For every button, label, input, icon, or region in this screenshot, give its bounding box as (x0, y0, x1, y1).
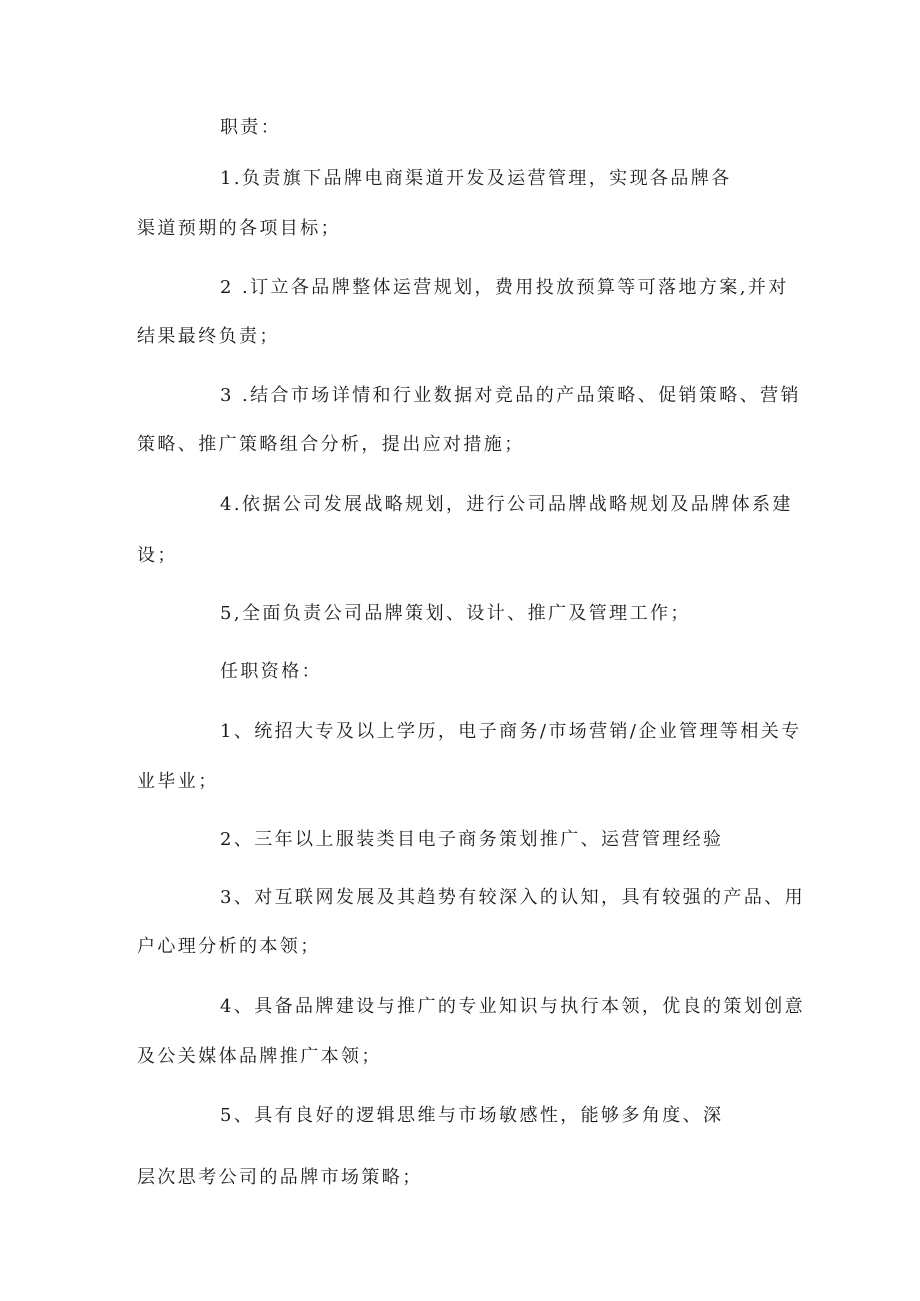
qualification-4-line-1: 4、具备品牌建设与推广的专业知识与执行本领，优良的策划创意 (220, 996, 806, 1017)
duty-5: 5,全面负责公司品牌策划、设计、推广及管理工作； (220, 603, 691, 624)
duty-4-line-2: 设； (137, 545, 178, 566)
qualification-5-line-1: 5、具有良好的逻辑思维与市场敏感性，能够多角度、深 (220, 1105, 724, 1126)
qualification-1-line-1: 1、统招大专及以上学历，电子商务/市场营销/企业管理等相关专 (220, 721, 802, 742)
duty-2-line-1: 2 .订立各品牌整体运营规划，费用投放预算等可落地方案,并对 (220, 277, 789, 298)
qualification-3-line-2: 户心理分析的本领； (137, 936, 321, 957)
duty-3-line-1: 3 .结合市场详情和行业数据对竞品的产品策略、促销策略、营销 (220, 385, 801, 406)
qualification-1-line-2: 业毕业； (137, 771, 219, 792)
section-heading-qualifications: 任职资格： (220, 661, 322, 682)
qualification-5-line-2: 层次思考公司的品牌市场策略； (137, 1167, 423, 1188)
section-heading-duties: 职责： (220, 117, 282, 138)
qualification-2: 2、三年以上服装类目电子商务策划推广、运营管理经验 (220, 829, 724, 850)
duty-4-line-1: 4.依据公司发展战略规划，进行公司品牌战略规划及品牌体系建 (220, 494, 793, 515)
qualification-3-line-1: 3、对互联网发展及其趋势有较深入的认知，具有较强的产品、用 (220, 887, 806, 908)
duty-1-line-2: 渠道预期的各项目标； (137, 218, 341, 239)
duty-2-line-2: 结果最终负责； (137, 326, 280, 347)
duty-3-line-2: 策略、推广策略组合分析，提出应对措施； (137, 434, 525, 455)
duty-1-line-1: 1.负责旗下品牌电商渠道开发及运营管理，实现各品牌各 (220, 168, 732, 189)
qualification-4-line-2: 及公关媒体品牌推广本领； (137, 1046, 382, 1067)
